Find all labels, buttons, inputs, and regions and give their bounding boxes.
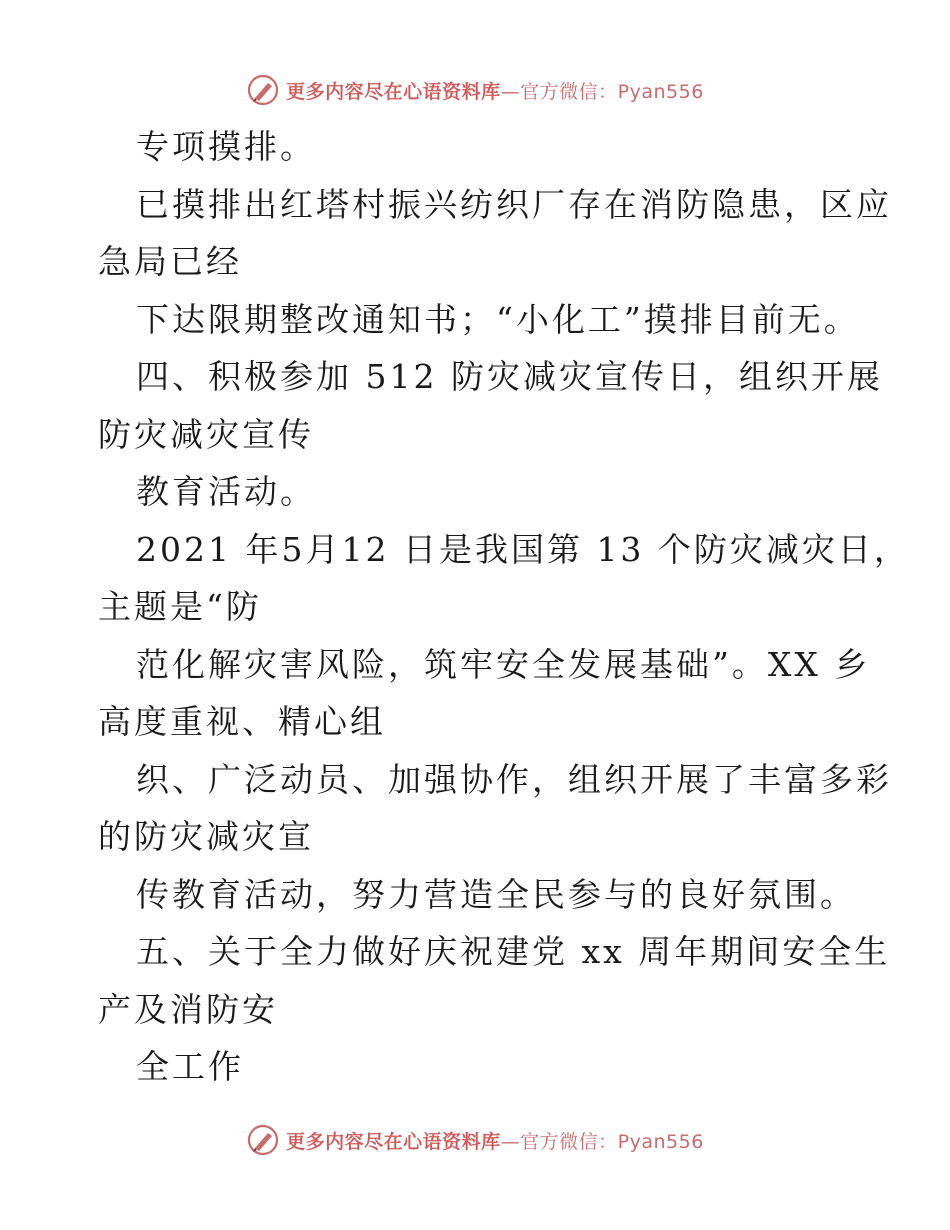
text-line: 五、关于全力做好庆祝建党 xx 周年期间安全生 bbox=[136, 932, 891, 971]
text-line: 防灾减灾宣传 bbox=[98, 414, 314, 454]
document-body bbox=[98, 118, 910, 1096]
text-line: 织、广泛动员、加强协作，组织开展了丰富多彩 bbox=[136, 759, 892, 799]
text-line: 高度重视、精心组 bbox=[98, 702, 386, 741]
text-line: 全工作 bbox=[136, 1047, 244, 1086]
text-line: 2021 年5月12 日是我国第 13 个防灾减灾日， bbox=[136, 529, 910, 569]
text-line: 急局已经 bbox=[98, 242, 242, 281]
text-line: 下达限期整改通知书；“小化工”摸排目前无。 bbox=[136, 299, 860, 339]
text-line: 教育活动。 bbox=[136, 472, 316, 511]
watermark-separator: — bbox=[500, 1130, 521, 1153]
text-line: 四、积极参加 512 防灾减灾宣传日，组织开展 bbox=[136, 357, 883, 396]
text-line: 产及消防安 bbox=[98, 989, 278, 1029]
text-line: 主题是“防 bbox=[98, 587, 262, 626]
watermark-brand: 更多内容尽在心语资料库 bbox=[286, 1130, 501, 1153]
watermark-tail: 官方微信：Pyan556 bbox=[520, 80, 704, 103]
pen-logo-icon bbox=[246, 1123, 280, 1157]
watermark-tail: 官方微信：Pyan556 bbox=[520, 1130, 704, 1153]
watermark-text bbox=[286, 1127, 704, 1154]
watermark-text bbox=[286, 77, 704, 104]
text-line: 专项摸排。 bbox=[136, 127, 316, 166]
watermark-brand: 更多内容尽在心语资料库 bbox=[286, 80, 501, 103]
pen-logo-icon bbox=[246, 73, 280, 107]
text-line: 的防灾减灾宣 bbox=[98, 817, 314, 856]
header-watermark bbox=[0, 70, 950, 110]
watermark-separator: — bbox=[500, 80, 521, 103]
text-line: 已摸排出红塔村振兴纺织厂存在消防隐患，区应 bbox=[136, 184, 892, 224]
text-line: 传教育活动，努力营造全民参与的良好氛围。 bbox=[136, 874, 856, 914]
text-line: 范化解灾害风险，筑牢安全发展基础”。XX 乡 bbox=[136, 644, 871, 684]
footer-watermark bbox=[0, 1120, 950, 1160]
